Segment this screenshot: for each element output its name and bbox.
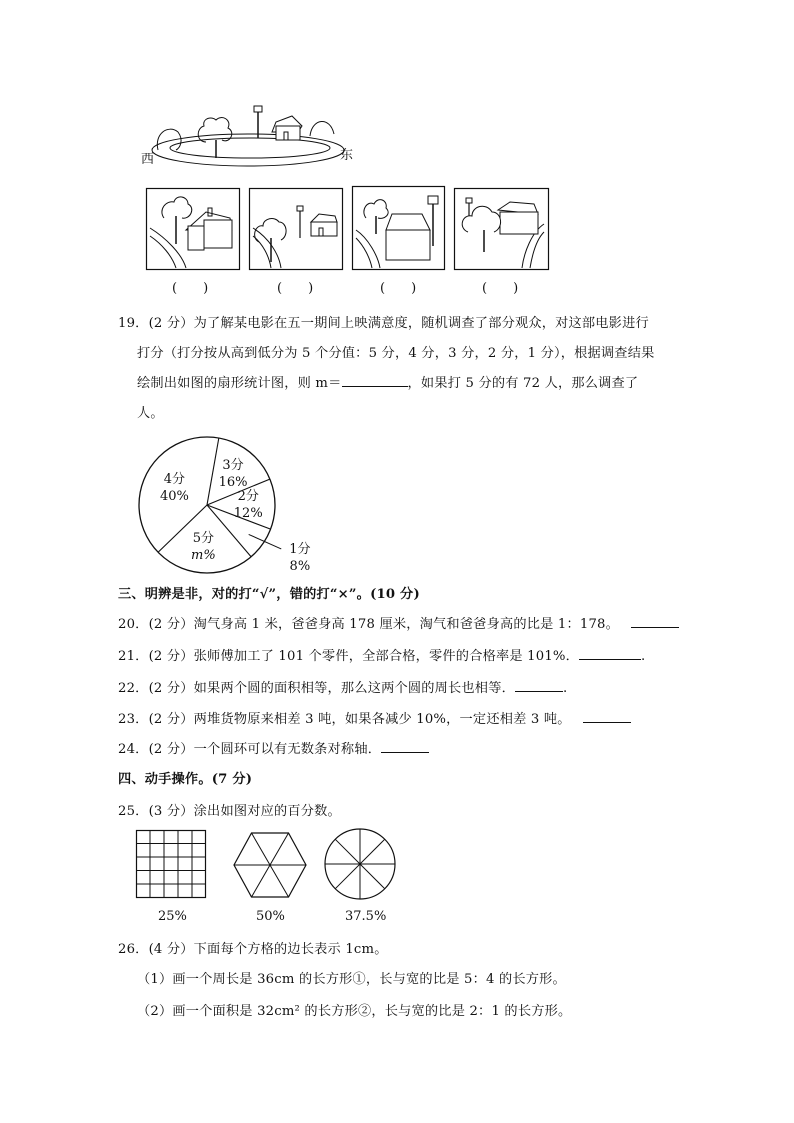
q22-answer-blank[interactable] — [515, 677, 563, 692]
view-box-2 — [249, 188, 343, 270]
label-37-5-percent: 37.5% — [345, 909, 387, 924]
view-box-1 — [146, 188, 240, 270]
answer-paren-4[interactable]: ( ) — [482, 281, 519, 296]
scene-illustration — [140, 104, 370, 170]
q24-text: 24．(2 分）一个圆环可以有无数条对称轴． — [118, 742, 382, 757]
q19-line-3-a: 绘制出如图的扇形统计图，则 m＝ — [137, 376, 342, 391]
q23-text: 23．(2 分）两堆货物原来相差 3 吨，如果各减少 10%，一定还相差 3 吨。 — [118, 712, 571, 727]
pie-slice-name: 5分 — [192, 530, 214, 546]
pie-slice-name: 2分 — [237, 489, 259, 505]
q25: 25．(3 分）涂出如图对应的百分数。 — [118, 804, 341, 819]
answer-paren-1[interactable]: ( ) — [172, 281, 209, 296]
q21-text: 21．(2 分）张师傅加工了 101 个零件，全部合格，零件的合格率是 101%． — [118, 649, 580, 664]
pie-slice-name: 4分 — [163, 472, 186, 488]
q23-answer-blank[interactable] — [583, 708, 631, 723]
m-answer-blank[interactable] — [342, 372, 408, 387]
q19-line-1: 19．(2 分）为了解某电影在五一期间上映满意度，随机调查了部分观众，对这部电影进行 — [118, 316, 649, 331]
q21-answer-blank[interactable] — [579, 645, 641, 660]
view-box-3 — [352, 186, 445, 270]
q19-line-3 — [137, 372, 638, 391]
west-label: 西 — [141, 152, 155, 167]
pie-slice-name: 1分 — [289, 541, 311, 557]
answer-paren-2[interactable]: ( ) — [277, 281, 314, 296]
pie-slice-value: 8% — [289, 558, 311, 574]
pie-slice-label — [234, 488, 263, 522]
grid-square-shape[interactable] — [136, 830, 206, 898]
q19-line-3-b: ，如果打 5 分的有 72 人，那么调查了 — [407, 376, 639, 391]
pie-slice-value: 40% — [159, 489, 189, 505]
pie-slice-label — [219, 457, 248, 491]
pie-slice-label — [191, 530, 216, 564]
q20-text: 20．(2 分）淘气身高 1 米，爸爸身高 178 厘米，淘气和爸爸身高的比是 1：178。 — [118, 617, 620, 632]
q20 — [118, 613, 679, 632]
label-25-percent: 25% — [158, 909, 187, 924]
pie-slice-label — [160, 471, 189, 505]
label-50-percent: 50% — [256, 909, 285, 924]
view-box-4 — [454, 188, 549, 270]
q19-line-2: 打分（打分按从高到低分为 5 个分值：5 分，4 分，3 分，2 分，1 分），根据调查结果 — [137, 346, 655, 361]
east-label: 东 — [340, 148, 354, 163]
section-4-title: 四、动手操作。(7 分) — [118, 772, 253, 787]
q26-part-2: （2）画一个面积是 32cm² 的长方形②，长与宽的比是 2：1 的长方形。 — [137, 1004, 572, 1019]
q22-text: 22．(2 分）如果两个圆的面积相等，那么这两个圆的周长也相等． — [118, 681, 515, 696]
q24 — [118, 738, 429, 757]
hexagon-shape[interactable] — [233, 832, 307, 898]
pie-slice-value: 12% — [233, 506, 263, 522]
pie-slice-value: 16% — [218, 475, 248, 491]
q21 — [118, 645, 645, 664]
pie-slice-label — [289, 541, 310, 575]
circle-eighths-shape[interactable] — [324, 828, 396, 900]
q20-answer-blank[interactable] — [631, 613, 679, 628]
section-3-title: 三、明辨是非，对的打“√”，错的打“×”。(10 分) — [118, 587, 420, 602]
q21-period: . — [641, 649, 646, 664]
pie-slice-value: m% — [191, 547, 216, 563]
q26: 26．(4 分）下面每个方格的边长表示 1cm。 — [118, 942, 388, 957]
answer-paren-3[interactable]: ( ) — [380, 281, 417, 296]
q23 — [118, 708, 631, 727]
q22 — [118, 677, 567, 696]
q19-line-4: 人。 — [137, 406, 164, 421]
q24-answer-blank[interactable] — [381, 738, 429, 753]
q26-part-1: （1）画一个周长是 36cm 的长方形①，长与宽的比是 5：4 的长方形。 — [137, 972, 566, 987]
pie-slice-name: 3分 — [222, 458, 244, 474]
q22-period: . — [562, 681, 568, 696]
